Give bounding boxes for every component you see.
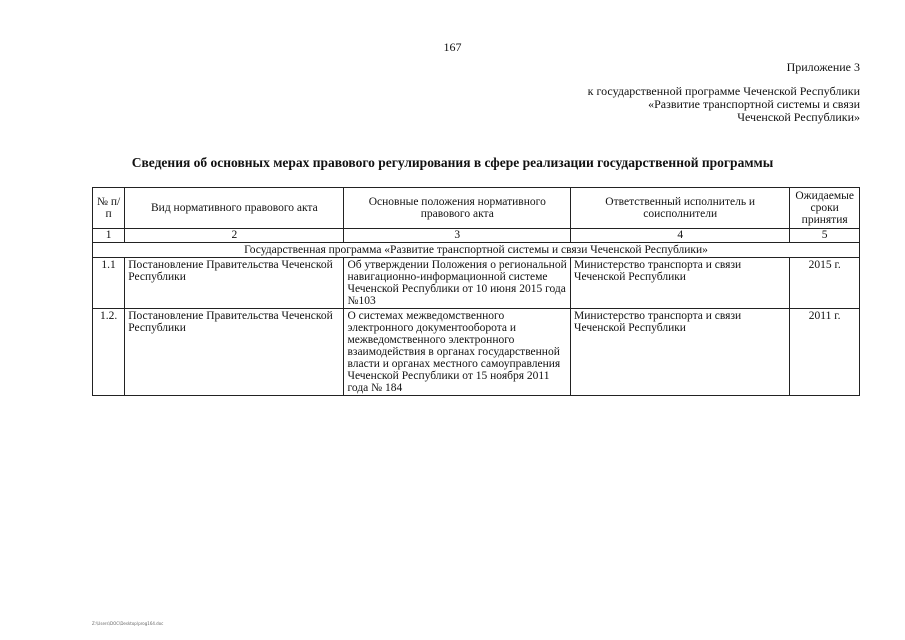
header-term: Ожидаемые сроки принятия [790,188,860,229]
table-row [93,309,860,396]
column-index: 4 [571,229,790,243]
row-act-type: Постановление Правительства Чеченской Республики [125,309,344,396]
column-index-row [93,229,860,243]
program-row [93,243,860,258]
header-provisions: Основные положения нормативного правового акта [344,188,571,229]
header-number: № п/п [93,188,125,229]
table-header-row [93,188,860,229]
column-index: 5 [790,229,860,243]
page-number: 167 [443,40,462,54]
row-provisions: О системах межведомственного электронного документооборота и межведомственного электронного взаимодействия в органах государственной власти и органах местного самоуправления Чеченской Республики от 15 ноября 2011 года № 184 [344,309,571,396]
appendix-line: «Развитие транспортной системы и связи [648,97,860,111]
row-term: 2011 г. [790,309,860,396]
regulation-table [92,187,860,396]
row-number: 1.1 [93,258,125,309]
appendix-line: Чеченской Республики» [737,110,860,124]
row-provisions: Об утверждении Положения о региональной навигационно-информационной системе Чеченской Республики от 10 июня 2015 года №103 [344,258,571,309]
row-act-type: Постановление Правительства Чеченской Республики [125,258,344,309]
header-act-type: Вид нормативного правового акта [125,188,344,229]
document-title: Сведения об основных мерах правового регулирования в сфере реализации государственной программы [131,155,774,170]
appendix-line: к государственной программе Чеченской Республики [587,84,860,98]
row-term: 2015 г. [790,258,860,309]
column-index: 1 [93,229,125,243]
appendix-block [588,61,860,124]
header-responsible: Ответственный исполнитель и соисполнители [571,188,790,229]
row-responsible: Министерство транспорта и связи Чеченской Республики [571,258,790,309]
footer-file-code: Z:\Users\DOC\Desktop\prog164.doc [92,621,164,626]
column-index: 2 [125,229,344,243]
row-responsible: Министерство транспорта и связи Чеченской Республики [571,309,790,396]
appendix-label: Приложение 3 [786,60,860,74]
program-title: Государственная программа «Развитие транспортной системы и связи Чеченской Республики» [93,243,860,258]
table-row [93,258,860,309]
row-number: 1.2. [93,309,125,396]
column-index: 3 [344,229,571,243]
